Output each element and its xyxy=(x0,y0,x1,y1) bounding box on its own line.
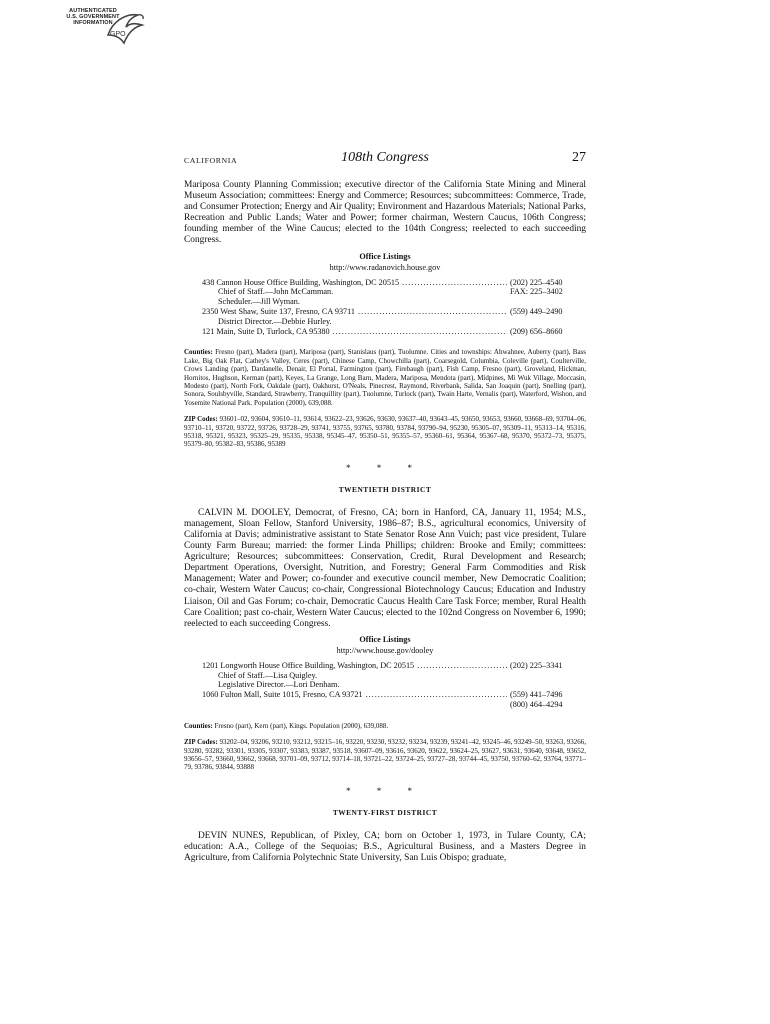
office-row xyxy=(202,307,586,317)
counties-label: Counties: xyxy=(184,721,213,730)
intro-paragraph: Mariposa County Planning Commission; executive director of the California State Mining and Mineral Museum Association; committees: Energy and Commerce; Resources; subcommittees: Commerce, Trade, and Consumer Protection; Energy and Air Quality; Environment and Hazardous Materials; National Parks, Recreation and Public Lands; Water and Power; former chairman, Western Caucus, 106th Congress; founding member of the Wine Caucus; elected to the 104th Congress; reelected to each succeeding Congress. xyxy=(184,180,586,246)
office-address: 1060 Fulton Mall, Suite 1015, Fresno, CA 93721 xyxy=(202,690,363,700)
office-row xyxy=(202,327,586,337)
office-phone: (559) 449–2490 xyxy=(510,306,563,316)
zip-text: 93202–04, 93206, 93210, 93212, 93215–16, 93220, 93230, 93232, 93234, 93239, 93241–42, 93245–46, 93249–50, 93263, 93266, 93280, 93282, 93301, 93305, 93307, 93383, 93387, 93518, 93607–09, 93616, 93620, 93622, 93624–25, 93627, 93631, 93640, 93648, 93652, 93656–57, 93660, 93662, 93668, 93701–09, 93712, 93714–18, 93721–22, 93724–25, 93727–28, 93744–45, 93750, 93760–62, 93764, 93771–79, 93786, 93844, 93888 xyxy=(184,738,587,772)
office-address: 1201 Longworth House Office Building, Washington, DC 20515 xyxy=(202,660,415,670)
zip-paragraph xyxy=(184,738,586,772)
office-phone: (202) 225–4540 xyxy=(510,277,563,287)
page-number: 27 xyxy=(572,150,586,165)
leader-dots xyxy=(417,661,507,671)
office-phone: (559) 441–7496 xyxy=(510,690,563,700)
leader-dots xyxy=(358,307,507,317)
counties-label: Counties: xyxy=(184,348,213,357)
member-bio: DEVIN NUNES, Republican, of Pixley, CA; born on October 1, 1973, in Tulare County, CA; education: A.A., College of the Sequoias; B.S., Agricultural Business, and a Masters Degree in Agriculture, from California Polytechnic State University, San Luis Obispo; graduate, xyxy=(184,830,586,864)
office-row xyxy=(202,690,586,700)
office-phone: (202) 225–3341 xyxy=(510,660,563,670)
office-extra-phone xyxy=(184,700,586,710)
eagle-icon xyxy=(102,5,148,51)
seal-line: INFORMATION xyxy=(73,20,113,27)
seal-gpo-label: GPO xyxy=(110,31,126,38)
office-phone: (800) 464–4294 xyxy=(510,700,563,710)
office-address: 121 Main, Suite D, Turlock, CA 95380 xyxy=(202,326,330,336)
office-url[interactable]: http://www.radanovich.house.gov xyxy=(329,262,441,272)
office-address: 438 Cannon House Office Building, Washington, DC 20515 xyxy=(202,277,400,287)
seal-line: AUTHENTICATED xyxy=(69,8,117,14)
office-fax: FAX: 225–3402 xyxy=(510,287,563,297)
congress-title: 108th Congress xyxy=(341,150,429,165)
state-label: CALIFORNIA xyxy=(184,156,238,165)
office-listings-title: Office Listings xyxy=(359,251,411,261)
office-address: 2350 West Shaw, Suite 137, Fresno, CA 93711 xyxy=(202,306,356,316)
section-divider: * * * xyxy=(346,785,424,796)
zip-text: 93601–02, 93604, 93610–11, 93614, 93622–23, 93626, 93630, 93637–40, 93643–45, 93650, 93653, 93660, 93668–69, 93704–06, 93710–11, 93720, 93722, 93726, 93728–29, 93741, 93755, 93765, 93780, 93784, 93790–94, 95230, 95305–07, 95309–11, 95313–14, 95316, 95318, 95321, 95323, 95325–29, 95335, 95338, 95345–47, 95350–51, 95355–57, 95360–61, 95364, 95367–68, 95370, 95372–73, 95375, 95379–80, 95382–83, 95386, 95389 xyxy=(184,415,586,449)
office-phone: (209) 656–8660 xyxy=(510,326,563,336)
counties-text: Fresno (part), Kern (part), Kings. Population (2000), 639,088. xyxy=(214,721,389,730)
counties-paragraph xyxy=(184,722,586,730)
gpo-authentication-seal xyxy=(58,5,150,53)
leader-dots xyxy=(366,690,507,700)
office-staff: Chief of Staff.—John McCamman. xyxy=(218,287,334,297)
district-heading: TWENTIETH DISTRICT xyxy=(338,484,432,494)
counties-paragraph xyxy=(184,348,586,407)
office-listings-title: Office Listings xyxy=(359,634,411,644)
office-row xyxy=(202,661,586,671)
office-url[interactable]: http://www.house.gov/dooley xyxy=(336,645,434,655)
leader-dots xyxy=(333,327,507,337)
office-staff: Chief of Staff.—Lisa Quigley. xyxy=(218,670,318,680)
office-row xyxy=(202,278,586,288)
member-bio: CALVIN M. DOOLEY, Democrat, of Fresno, CA; born in Hanford, CA, January 11, 1954; M.S., management, Sloan Fellow, Stanford University, 1986–87; B.S., agricultural economics, University of California at Davis; administrative assistant to State Senator Rose Ann Vuich; past vice president, Tulare County Farm Bureau; married: the former Linda Phillips; children: Brooke and Emily; committees: Agriculture; Resources; subcommittees: Conservation, Credit, Rural Development and Research; Department Operations, Oversight, Nutrition, and Forestry; General Farm Commodities and Risk Management; Water and Power; co-founder and executive council member, New Democratic Coalition; co-chair, Western Water Caucus; co-chair, Congressional Biotechnology Caucus; Education and Industry Liaison, Oil and Gas Forum; co-chair, Democratic Caucus Health Care Task Force; member, Rural Health Care Coalition; past co-chair, Western Water Caucus; elected to the 102nd Congress on November 6, 1990; reelected to each succeeding Congress. xyxy=(184,507,586,629)
zip-label: ZIP Codes: xyxy=(184,738,218,747)
counties-text: Fresno (part), Madera (part), Mariposa (part), Stanislaus (part), Tuolumne. Cities and townships: Ahwahnee, Auberry (part), Bass Lake, Big Oak Flat, Cathey's Valley, Ceres (part), Chinese Camp, Chowchilla (part), Coarsegold, Columbia, Coleville (part), Coulterville, Crows Landing (part), Dardanelle, Denair, El Portal, Farmington (part), Firebaugh (part), Fish Camp, Fresno (part), Groveland, Hickman, Hornitos, Hughson, Kerman (part), Keyes, La Grange, Long Barn, Madera, Mariposa, Mendota (part), Midpines, Mi Wuk Village, Moccasin, Modesto (part), North Fork, Oakdale (part), Oakhurst, O'Neals, Pinecrest, Raymond, Riverbank, Salida, San Joaquin (part), Snelling (part), Sonora, Soulsbyville, Standard, Strawberry, Tranquillity (part), Tuolumne, Turlock (part), Twain Harte, Vernalis (part), Waterford, Wishon, and Yosemite National Park. Population (2000), 639,088. xyxy=(184,348,587,407)
office-staff: Scheduler.—Jill Wyman. xyxy=(218,297,300,307)
page-content xyxy=(184,180,586,864)
running-head xyxy=(184,150,586,170)
office-address xyxy=(184,700,510,710)
zip-paragraph xyxy=(184,415,586,449)
seal-line: U.S. GOVERNMENT xyxy=(66,14,120,21)
office-staff: Legislative Director.—Lori Denham. xyxy=(218,680,340,690)
office-staff: District Director.—Debbie Hurley. xyxy=(218,316,332,326)
section-divider: * * * xyxy=(346,462,424,473)
zip-label: ZIP Codes: xyxy=(184,415,218,424)
leader-dots xyxy=(402,278,507,288)
district-heading: TWENTY-FIRST DISTRICT xyxy=(332,807,438,817)
office-staff-row xyxy=(184,287,586,297)
